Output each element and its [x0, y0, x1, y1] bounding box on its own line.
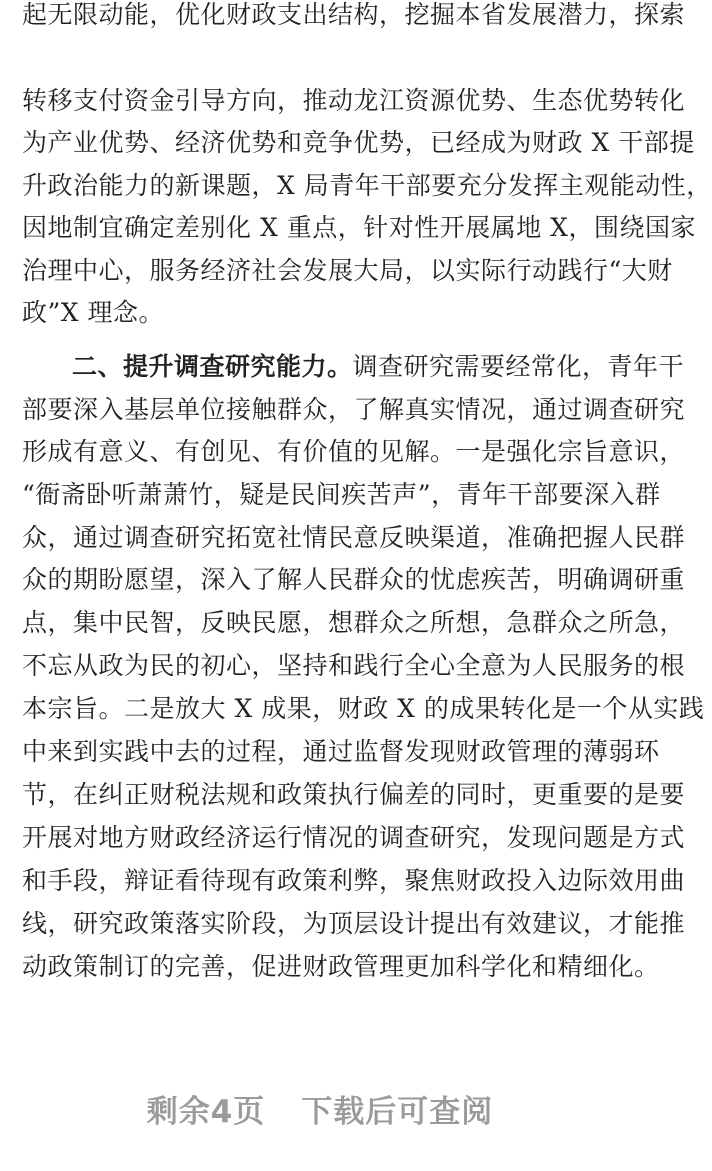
paragraph-line: 不忘从政为民的初心，坚持和践行全心全意为人民服务的根	[22, 651, 686, 680]
paragraph-line: 和手段，辩证看待现有政策利弊，聚焦财政投入边际效用曲	[22, 866, 686, 895]
paragraph-line: 中来到实践中去的过程，通过监督发现财政管理的薄弱环	[22, 737, 660, 766]
paragraph-line: 起无限动能，优化财政支出结构，挖掘本省发展潜力，探索	[22, 0, 686, 29]
paragraph-line: 政”X 理念。	[22, 298, 165, 327]
paragraph-line: 点，集中民智，反映民愿，想群众之所想，急群众之所急，	[22, 608, 686, 637]
paragraph-line: 部要深入基层单位接触群众，了解真实情况，通过调查研究	[22, 395, 686, 424]
paragraph-line: 众的期盼愿望，深入了解人民群众的忧虑疾苦，明确调研重	[22, 565, 686, 594]
paragraph-line: 因地制宜确定差别化 X 重点，针对性开展属地 X，围绕国家	[22, 213, 696, 242]
paragraph-line: 节，在纠正财税法规和政策执行偏差的同时，更重要的是要	[22, 780, 686, 809]
section-heading-line	[72, 352, 685, 382]
download-prompt-banner[interactable]	[0, 1088, 640, 1136]
paragraph-line: 转移支付资金引导方向，推动龙江资源优势、生态优势转化	[22, 86, 686, 115]
paragraph-line: 本宗旨。二是放大 X 成果，财政 X 的成果转化是一个从实践	[22, 694, 705, 723]
section-heading: 二、提升调查研究能力。	[72, 352, 353, 381]
paragraph-line: 开展对地方财政经济运行情况的调查研究，发现问题是方式	[22, 823, 686, 852]
paragraph-line: 为产业优势、经济优势和竞争优势，已经成为财政 X 干部提	[22, 128, 695, 157]
paragraph-line: 治理中心，服务经济社会发展大局，以实际行动践行“大财	[22, 256, 673, 285]
paragraph-line: 线，研究政策落实阶段，为顶层设计提出有效建议，才能推	[22, 909, 686, 938]
paragraph-line: 众，通过调查研究拓宽社情民意反映渠道，准确把握人民群	[22, 523, 686, 552]
paragraph-line: 形成有意义、有创见、有价值的见解。一是强化宗旨意识，	[22, 437, 686, 466]
download-to-view-label[interactable]: 下载后可查阅	[301, 1094, 494, 1130]
paragraph-line: 升政治能力的新课题，X 局青年干部要充分发挥主观能动性，	[22, 171, 712, 200]
section-heading-rest: 调查研究需要经常化，青年干	[352, 352, 685, 381]
paragraph-line: 动政策制订的完善，促进财政管理更加科学化和精细化。	[22, 952, 660, 981]
paragraph-line: “衙斋卧听萧萧竹，疑是民间疾苦声”，青年干部要深入群	[22, 480, 661, 509]
remaining-pages-label[interactable]: 剩余4页	[146, 1094, 266, 1130]
